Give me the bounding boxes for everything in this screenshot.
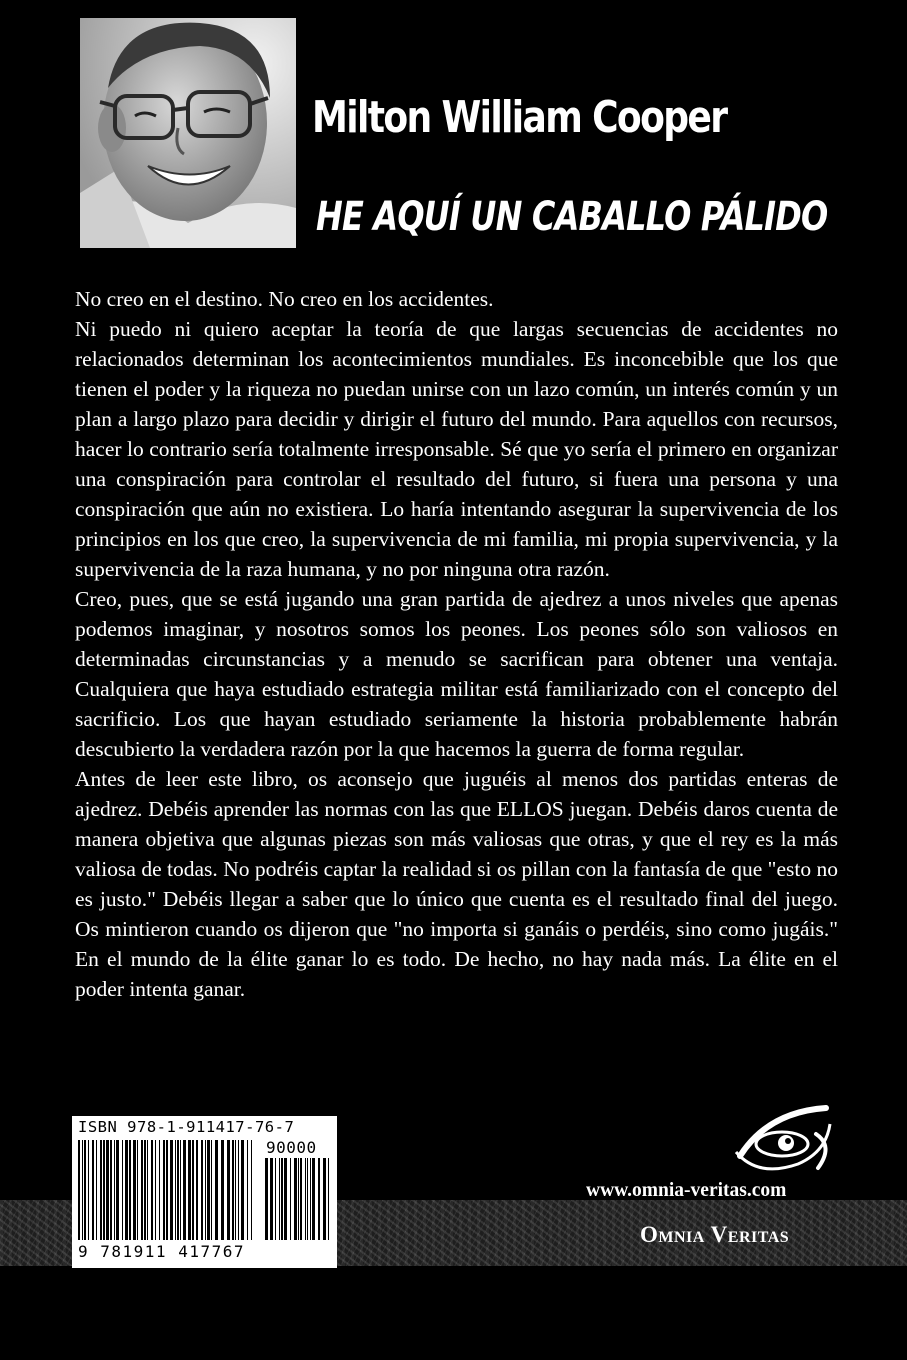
publisher-website: www.omnia-veritas.com xyxy=(586,1180,787,1201)
isbn-barcode xyxy=(72,1116,337,1268)
isbn-text: ISBN 978-1-911417-76-7 xyxy=(78,1118,295,1136)
blurb-paragraph: No creo en el destino. No creo en los accidentes. xyxy=(75,287,494,311)
barcode-bars-icon xyxy=(78,1140,254,1240)
eye-logo-icon xyxy=(728,1094,836,1180)
back-cover-blurb xyxy=(75,284,838,1004)
author-name: Milton William Cooper xyxy=(312,92,727,143)
publisher-brand: Omnia Veritas xyxy=(640,1222,790,1247)
blurb-paragraph: Ni puedo ni quiero aceptar la teoría de que largas secuencias de accidentes no relacionados determinan los acontecimientos mundiales. Es inconcebible que los que tienen el poder y la riqueza no puedan unirse con un lazo común, un interés común y un plan a largo plazo para decidir y dirigir el futuro del mundo. Para aquellos con recursos, hacer lo contrario sería totalmente irresponsable. Sé que yo sería el primero en organizar una conspiración para controlar el resultado del futuro, si fuera una persona y una conspiración que aún no existiera. Lo haría intentando asegurar la supervivencia de los principios en los que creo, la supervivencia de mi familia, mi propia supervivencia, y la supervivencia de la raza humana, y no por ninguna otra razón. xyxy=(75,317,838,581)
author-portrait-icon xyxy=(80,18,296,248)
book-title: HE AQUÍ UN CABALLO PÁLIDO xyxy=(316,194,828,240)
addon-barcode-bars-icon xyxy=(265,1158,329,1240)
isbn-addon-number: 90000 xyxy=(266,1138,317,1157)
ean-digits: 9 781911 417767 xyxy=(78,1242,245,1261)
author-photo xyxy=(80,18,296,248)
blurb-paragraph: Creo, pues, que se está jugando una gran partida de ajedrez a unos niveles que apenas podemos imaginar, y nosotros somos los peones. Los peones sólo son valiosos en determinadas circunstancias y a menudo se sacrifican para obtener una ventaja. Cualquiera que haya estudiado estrategia militar está familiarizado con el concepto del sacrificio. Los que hayan estudiado seriamente la historia probablemente habrán descubierto la verdadera razón por la que hacemos la guerra de forma regular. xyxy=(75,587,838,761)
blurb-paragraph: Antes de leer este libro, os aconsejo que juguéis al menos dos partidas enteras de ajedrez. Debéis aprender las normas con las que ELLOS juegan. Debéis daros cuenta de manera objetiva que algunas piezas son más valiosas que otras, y que el rey es la más valiosa de todas. No podréis captar la realidad si os pillan con la fantasía de que "esto no es justo." Debéis llegar a saber que lo único que cuenta es el resultado final del juego. Os mintieron cuando os dijeron que "no importa si ganáis o perdéis, sino como jugáis." En el mundo de la élite ganar lo es todo. De hecho, no hay nada más. La élite en el poder intenta ganar. xyxy=(75,767,838,1001)
